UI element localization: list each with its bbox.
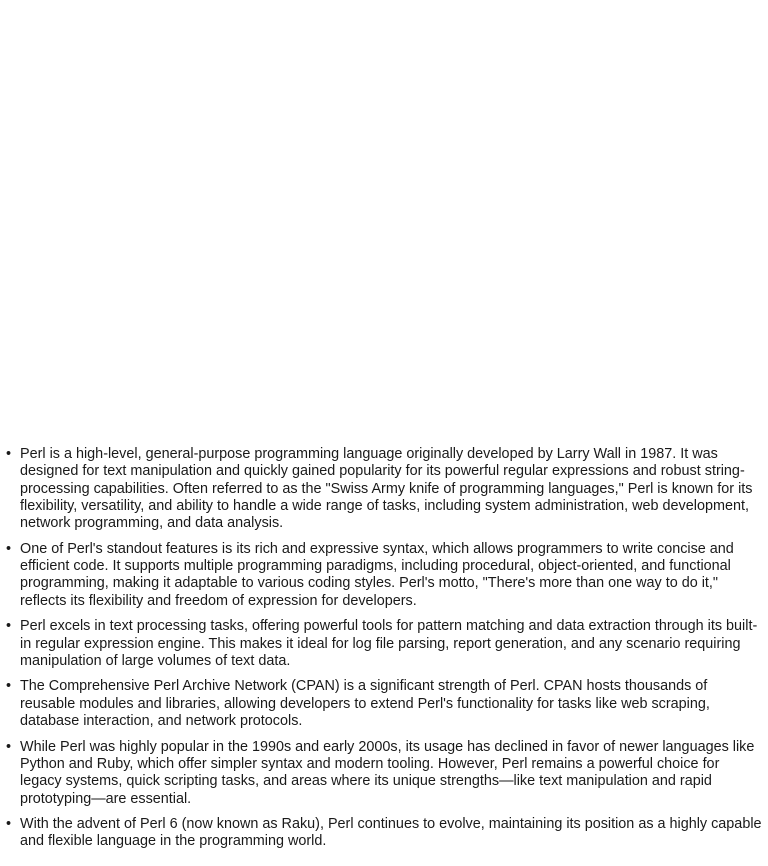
list-item-text: The Comprehensive Perl Archive Network (CPAN) is a significant strength of Perl. CPAN hosts thousands of reusable modules and libraries, allowing developers to extend Perl's functionality for tasks like web scraping, database interaction, and network protocols. bbox=[20, 678, 710, 730]
bullet-marker: • bbox=[6, 540, 12, 557]
list-item bbox=[6, 446, 764, 532]
list-item bbox=[6, 618, 764, 670]
list-item-text: Perl excels in text processing tasks, offering powerful tools for pattern matching and data extraction through its built-in regular expression engine. This makes it ideal for log file parsing, report generation, and any scenario requiring manipulation of large volumes of text data. bbox=[20, 618, 758, 669]
bullet-list bbox=[0, 446, 764, 851]
bullet-marker: • bbox=[6, 618, 12, 635]
bullet-marker: • bbox=[6, 446, 12, 462]
bullet-marker: • bbox=[6, 816, 12, 833]
list-item-text: While Perl was highly popular in the 1990s and early 2000s, its usage has declined in favor of newer languages like Python and Ruby, which offer simpler syntax and modern tooling. However, Perl remains a powerful choice for legacy systems, quick scripting tasks, and areas where its unique strengths—like text manipulation and rapid prototyping—are essential. bbox=[20, 738, 755, 807]
list-item-text: One of Perl's standout features is its rich and expressive syntax, which allows programmers to write concise and efficient code. It supports multiple programming paradigms, including procedural, object-oriented, and functional programming, making it adaptable to various coding styles. Perl's motto, "There's more than one way to do it," reflects its flexibility and freedom of expression for developers. bbox=[20, 540, 734, 609]
list-item bbox=[6, 738, 764, 808]
list-item-text: Perl is a high-level, general-purpose programming language originally developed by Larry Wall in 1987. It was designed for text manipulation and quickly gained popularity for its powerful regular expressions and robust string-processing capabilities. Often referred to as the "Swiss Army knife of programming languages," Perl is known for its flexibility, versatility, and ability to handle a wide range of tasks, including system administration, web development, network programming, and data analysis. bbox=[20, 446, 753, 532]
bullet-marker: • bbox=[6, 678, 12, 695]
list-item bbox=[6, 816, 764, 851]
list-item bbox=[6, 540, 764, 610]
list-item-text: With the advent of Perl 6 (now known as Raku), Perl continues to evolve, maintaining its position as a highly capable and flexible language in the programming world. bbox=[20, 816, 762, 850]
bullet-marker: • bbox=[6, 738, 12, 755]
list-item bbox=[6, 678, 764, 730]
